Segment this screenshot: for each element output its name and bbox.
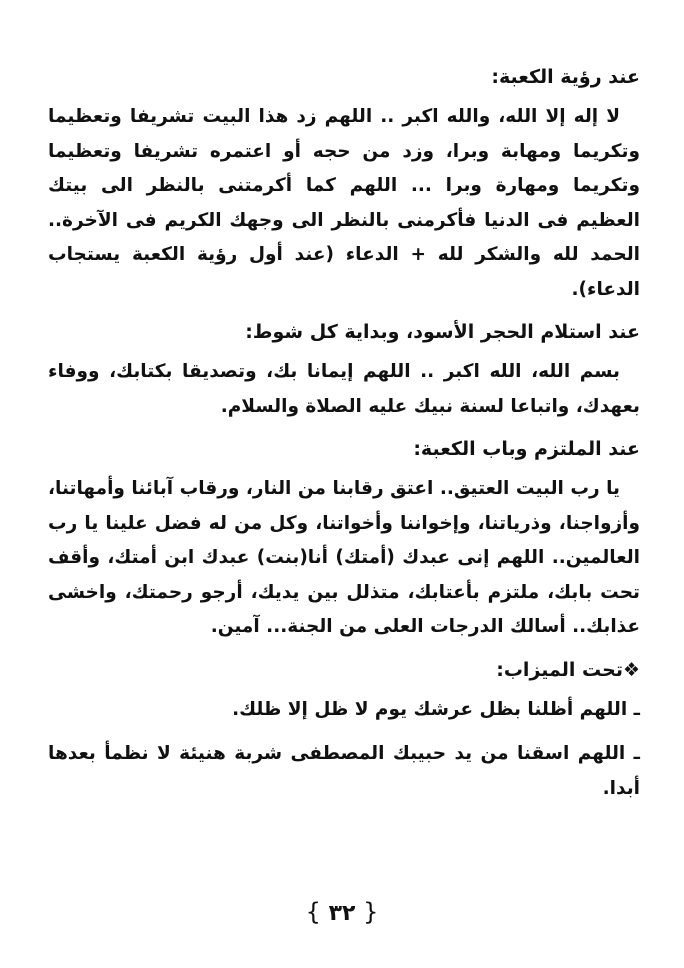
dua-mizab-item: ـ اللهم اسقنا من يد حبيبك المصطفى شربة هنيئة لا نظمأ بعدها أبدا. [48,743,640,799]
brace-close: } [363,898,379,926]
dua-kaaba-sight: لا إله إلا الله، والله اكبر .. اللهم زد هذا البيت تشريفا وتعظيما وتكريما ومهابة وبرا، وزد من حجه أو اعتمره تشريفا وتعظيما وتكريما ومهارة وبرا ... اللهم كما أكرمتنى بالنظر الى بيتك العظيم فى الدنيا فأكرمنى بالنظر الى وجهك الكريم فى الآخرة.. الحمد لله والشكر لله + الدعاء (عند أول رؤية الكعبة يستجاب الدعاء). [48,106,640,300]
dua-black-stone: بسم الله، الله اكبر .. اللهم إيمانا بك، وتصديقا بكتابك، ووفاء بعهدك، واتباعا لسنة نبيك عليه الصلاة والسلام. [48,361,640,417]
page-number-value: ٣٢ [328,901,356,926]
section-heading-multazam: عند الملتزم وباب الكعبة: [413,438,640,460]
dua-multazam: يا رب البيت العتيق.. اعتق رقابنا من النار، ورقاب آبائنا وأمهاتنا، وأزواجنا، وذرياتنا، وإخواننا وأخواتنا، وكل من له فضل علينا يا رب العالمين.. اللهم إنى عبدك (أمتك) أنا(بنت) عبدك ابن أمتك، وأقف تحت بابك، ملتزم بأعتابك، متذلل بين يديك، أرجو رحمتك، واخشى عذابك.. أسالك الدرجات العلى من الجنة... آمين. [48,478,640,637]
section-heading-mizab: ❖تحت الميزاب: [496,658,640,681]
section-heading-kaaba-sight: عند رؤية الكعبة: [491,66,640,88]
dua-mizab-item: ـ اللهم أظلنا بظل عرشك يوم لا ظل إلا ظلك. [232,698,640,720]
brace-open: { [305,898,321,926]
document-page [48,60,640,816]
page-number [0,898,684,926]
section-heading-black-stone: عند استلام الحجر الأسود، وبداية كل شوط: [245,321,640,343]
